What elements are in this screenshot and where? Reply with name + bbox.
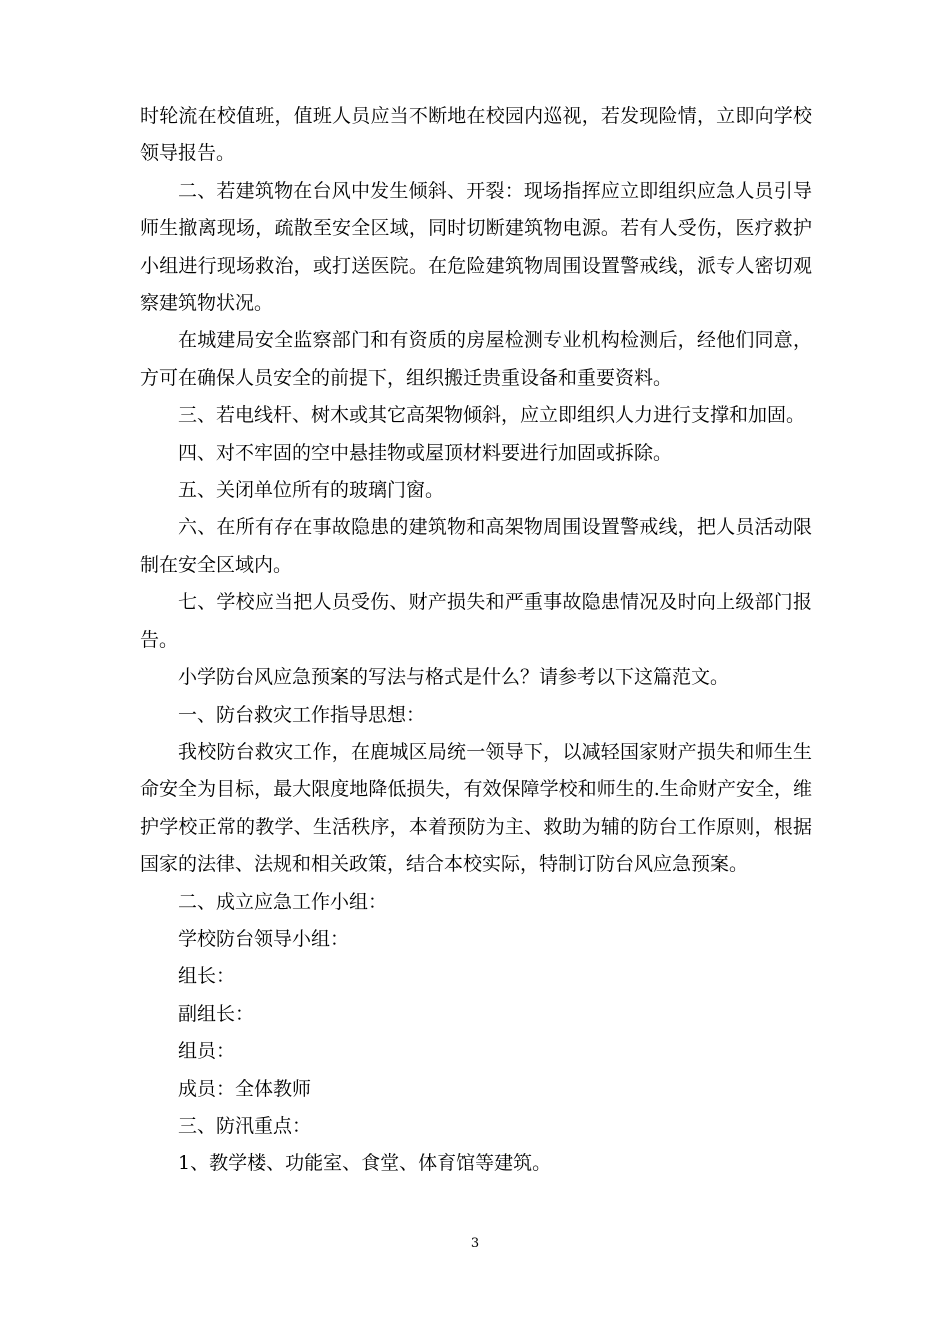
section-heading-3: 三、防汛重点： bbox=[178, 1114, 312, 1137]
group-deputy-leader: 副组长： bbox=[178, 1002, 255, 1025]
paragraph-3: 在城建局安全监察部门和有资质的房屋检测专业机构检测后，经他们同意，方可在确保人员安全的前提下，组织搬迁贵重设备和重要资料。 bbox=[140, 329, 812, 389]
section-heading-2: 二、成立应急工作小组： bbox=[178, 890, 388, 913]
paragraph-11: 我校防台救灾工作，在鹿城区局统一领导下，以减轻国家财产损失和师生生命安全为目标，最大限度地降低损失，有效保障学校和师生的.生命财产安全，维护学校正常的教学、生活秩序，本着预防为主、救助为辅的防台工作原则，根据国家的法律、法规和相关政策，结合本校实际，特制订防台风应急预案。 bbox=[140, 740, 812, 876]
page-number: 3 bbox=[470, 1236, 480, 1251]
list-item-1: 1、教学楼、功能室、食堂、体育馆等建筑。 bbox=[178, 1152, 552, 1175]
group-leader: 组长： bbox=[178, 965, 236, 988]
paragraph-4: 三、若电线杆、树木或其它高架物倾斜，应立即组织人力进行支撑和加固。 bbox=[178, 404, 806, 427]
paragraph-6: 五、关闭单位所有的玻璃门窗。 bbox=[178, 479, 445, 502]
paragraph-5: 四、对不牢固的空中悬挂物或屋顶材料要进行加固或拆除。 bbox=[178, 441, 673, 464]
group-members: 组员： bbox=[178, 1040, 236, 1063]
paragraph-8: 七、学校应当把人员受伤、财产损失和严重事故隐患情况及时向上级部门报告。 bbox=[140, 591, 812, 651]
paragraph-2: 二、若建筑物在台风中发生倾斜、开裂：现场指挥应立即组织应急人员引导师生撤离现场，疏散至安全区域，同时切断建筑物电源。若有人受伤，医疗救护小组进行现场救治，或打送医院。在危险建筑物周围设置警戒线，派专人密切观察建筑物状况。 bbox=[140, 179, 812, 315]
paragraph-9: 小学防台风应急预案的写法与格式是什么？请参考以下这篇范文。 bbox=[178, 666, 730, 689]
group-title: 学校防台领导小组： bbox=[178, 927, 350, 950]
document-body bbox=[140, 98, 812, 1183]
group-staff: 成员：全体教师 bbox=[178, 1077, 312, 1100]
paragraph-1: 时轮流在校值班，值班人员应当不断地在校园内巡视，若发现险情，立即向学校领导报告。 bbox=[140, 105, 812, 165]
paragraph-7: 六、在所有存在事故隐患的建筑物和高架物周围设置警戒线，把人员活动限制在安全区域内。 bbox=[140, 516, 812, 576]
section-heading-1: 一、防台救灾工作指导思想： bbox=[178, 703, 426, 726]
